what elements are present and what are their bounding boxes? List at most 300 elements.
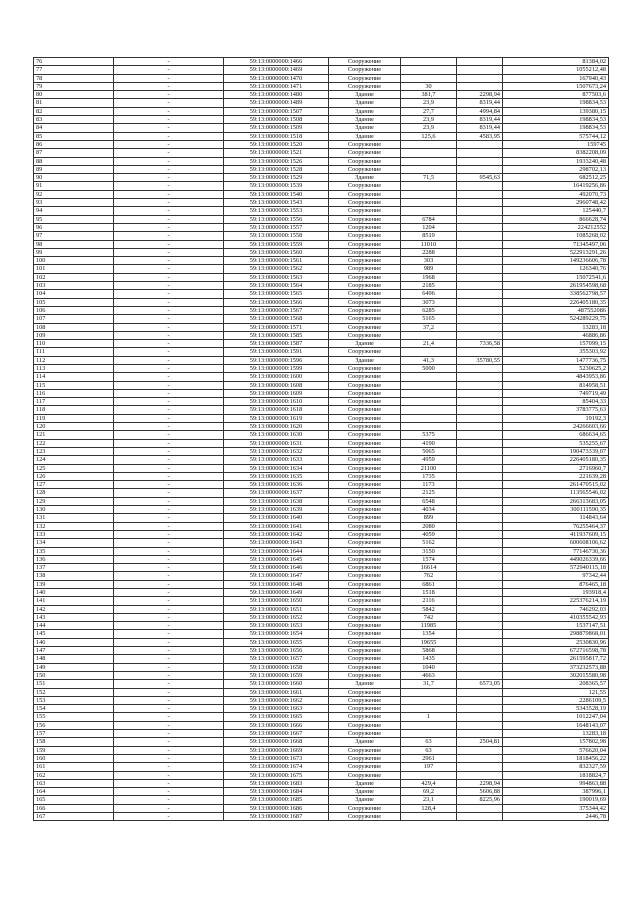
row-number-cell: 112 (34, 356, 114, 364)
object-type-cell: Сооружение (329, 506, 401, 514)
cadastral-value-cell: 575744,12 (503, 132, 609, 140)
object-area-cell (401, 381, 457, 389)
object-type-cell: Здание (329, 680, 401, 688)
object-area-cell: 2125 (401, 489, 457, 497)
row-dash-cell: - (114, 547, 224, 555)
unit-price-cell (457, 331, 503, 339)
row-dash-cell: - (114, 813, 224, 821)
cadastral-value-cell: 190019,69 (503, 796, 609, 804)
unit-price-cell (457, 298, 503, 306)
cadastral-number-cell: 59:13:0000000:1673 (224, 754, 329, 762)
table-row (34, 190, 609, 198)
row-dash-cell: - (114, 240, 224, 248)
unit-price-cell (457, 182, 503, 190)
cadastral-number-cell: 59:13:0000000:1660 (224, 680, 329, 688)
unit-price-cell (457, 506, 503, 514)
row-number-cell: 134 (34, 539, 114, 547)
object-type-cell: Сооружение (329, 66, 401, 74)
unit-price-cell (457, 58, 503, 66)
table-row (34, 91, 609, 99)
unit-price-cell (457, 481, 503, 489)
row-dash-cell: - (114, 746, 224, 754)
row-number-cell: 108 (34, 323, 114, 331)
table-row (34, 232, 609, 240)
row-dash-cell: - (114, 796, 224, 804)
row-dash-cell: - (114, 671, 224, 679)
table-row (34, 290, 609, 298)
table-row (34, 199, 609, 207)
row-dash-cell: - (114, 265, 224, 273)
object-type-cell: Сооружение (329, 522, 401, 530)
table-row (34, 298, 609, 306)
table-row (34, 472, 609, 480)
cadastral-number-cell: 59:13:0000000:1684 (224, 788, 329, 796)
unit-price-cell (457, 215, 503, 223)
unit-price-cell: 8319,44 (457, 116, 503, 124)
row-number-cell: 79 (34, 82, 114, 90)
cadastral-number-cell: 59:13:0000000:1667 (224, 730, 329, 738)
object-area-cell: 899 (401, 514, 457, 522)
row-dash-cell: - (114, 290, 224, 298)
row-number-cell: 119 (34, 414, 114, 422)
cadastral-value-cell: 866628,74 (503, 215, 609, 223)
unit-price-cell (457, 66, 503, 74)
object-area-cell (401, 705, 457, 713)
cadastral-value-cell: 2716960,7 (503, 464, 609, 472)
row-dash-cell: - (114, 66, 224, 74)
row-number-cell: 156 (34, 721, 114, 729)
object-type-cell: Здание (329, 107, 401, 115)
object-area-cell: 5000 (401, 364, 457, 372)
cadastral-number-cell: 59:13:0000000:1521 (224, 149, 329, 157)
cadastral-value-cell: 76255464,37 (503, 522, 609, 530)
object-type-cell: Сооружение (329, 489, 401, 497)
cadastral-number-cell: 59:13:0000000:1560 (224, 248, 329, 256)
table-row (34, 597, 609, 605)
cadastral-value-cell: 4843953,86 (503, 373, 609, 381)
object-type-cell: Сооружение (329, 223, 401, 231)
unit-price-cell (457, 754, 503, 762)
row-dash-cell: - (114, 530, 224, 538)
object-area-cell: 762 (401, 572, 457, 580)
unit-price-cell (457, 572, 503, 580)
cadastral-value-cell: 682512,25 (503, 174, 609, 182)
row-dash-cell: - (114, 331, 224, 339)
cadastral-number-cell: 59:13:0000000:1653 (224, 622, 329, 630)
cadastral-value-cell: 355303,92 (503, 348, 609, 356)
table-row (34, 796, 609, 804)
cadastral-number-cell: 59:13:0000000:1647 (224, 572, 329, 580)
table-row (34, 398, 609, 406)
object-type-cell: Сооружение (329, 290, 401, 298)
object-type-cell: Сооружение (329, 439, 401, 447)
cadastral-value-cell: 125440,7 (503, 207, 609, 215)
cadastral-number-cell: 59:13:0000000:1507 (224, 107, 329, 115)
row-number-cell: 154 (34, 705, 114, 713)
cadastral-number-cell: 59:13:0000000:1609 (224, 389, 329, 397)
cadastral-number-cell: 59:13:0000000:1649 (224, 589, 329, 597)
cadastral-number-cell: 59:13:0000000:1632 (224, 447, 329, 455)
row-dash-cell: - (114, 738, 224, 746)
table-row (34, 99, 609, 107)
table-row (34, 165, 609, 173)
table-row (34, 688, 609, 696)
object-type-cell: Сооружение (329, 721, 401, 729)
unit-price-cell: 9545,63 (457, 174, 503, 182)
cadastral-number-cell: 59:13:0000000:1518 (224, 132, 329, 140)
unit-price-cell (457, 663, 503, 671)
row-number-cell: 98 (34, 240, 114, 248)
cadastral-number-cell: 59:13:0000000:1553 (224, 207, 329, 215)
table-row (34, 763, 609, 771)
cadastral-number-cell: 59:13:0000000:1661 (224, 688, 329, 696)
object-area-cell: 4959 (401, 456, 457, 464)
cadastral-value-cell: 126340,76 (503, 265, 609, 273)
object-area-cell: 21,4 (401, 340, 457, 348)
object-area-cell: 1735 (401, 472, 457, 480)
cadastral-number-cell: 59:13:0000000:1540 (224, 190, 329, 198)
object-area-cell: 6285 (401, 306, 457, 314)
cadastral-value-cell: 19192,3 (503, 414, 609, 422)
cadastral-number-cell: 59:13:0000000:1665 (224, 713, 329, 721)
unit-price-cell (457, 472, 503, 480)
object-area-cell: 23,1 (401, 796, 457, 804)
unit-price-cell: 7336,58 (457, 340, 503, 348)
row-number-cell: 138 (34, 572, 114, 580)
unit-price-cell (457, 389, 503, 397)
cadastral-value-cell: 672716598,78 (503, 647, 609, 655)
row-dash-cell: - (114, 613, 224, 621)
cadastral-number-cell: 59:13:0000000:1543 (224, 199, 329, 207)
row-dash-cell: - (114, 207, 224, 215)
object-area-cell (401, 165, 457, 173)
row-dash-cell: - (114, 472, 224, 480)
unit-price-cell (457, 199, 503, 207)
row-number-cell: 157 (34, 730, 114, 738)
row-dash-cell: - (114, 124, 224, 132)
object-type-cell: Здание (329, 99, 401, 107)
unit-price-cell (457, 804, 503, 812)
object-type-cell: Здание (329, 340, 401, 348)
cadastral-value-cell: 814958,51 (503, 381, 609, 389)
cadastral-value-cell: 1012247,04 (503, 713, 609, 721)
object-type-cell: Сооружение (329, 456, 401, 464)
table-row (34, 74, 609, 82)
table-row (34, 157, 609, 165)
table-row (34, 315, 609, 323)
cadastral-number-cell: 59:13:0000000:1636 (224, 481, 329, 489)
row-dash-cell: - (114, 364, 224, 372)
unit-price-cell (457, 696, 503, 704)
row-number-cell: 97 (34, 232, 114, 240)
row-number-cell: 132 (34, 522, 114, 530)
row-dash-cell: - (114, 157, 224, 165)
cadastral-number-cell: 59:13:0000000:1668 (224, 738, 329, 746)
unit-price-cell (457, 364, 503, 372)
cadastral-value-cell: 208365,57 (503, 680, 609, 688)
row-dash-cell: - (114, 489, 224, 497)
row-dash-cell: - (114, 788, 224, 796)
cadastral-number-cell: 59:13:0000000:1520 (224, 140, 329, 148)
table-row (34, 107, 609, 115)
unit-price-cell (457, 447, 503, 455)
table-row (34, 547, 609, 555)
row-number-cell: 155 (34, 713, 114, 721)
cadastral-number-cell: 59:13:0000000:1655 (224, 638, 329, 646)
row-number-cell: 94 (34, 207, 114, 215)
object-type-cell: Сооружение (329, 746, 401, 754)
unit-price-cell (457, 464, 503, 472)
table-row (34, 140, 609, 148)
row-dash-cell: - (114, 248, 224, 256)
object-type-cell: Сооружение (329, 315, 401, 323)
row-number-cell: 85 (34, 132, 114, 140)
row-number-cell: 87 (34, 149, 114, 157)
unit-price-cell: 8319,44 (457, 124, 503, 132)
row-number-cell: 131 (34, 514, 114, 522)
object-area-cell: 6861 (401, 580, 457, 588)
unit-price-cell (457, 456, 503, 464)
object-area-cell: 5165 (401, 315, 457, 323)
row-dash-cell: - (114, 116, 224, 124)
row-dash-cell: - (114, 306, 224, 314)
table-row (34, 771, 609, 779)
row-dash-cell: - (114, 149, 224, 157)
table-row (34, 257, 609, 265)
table-row (34, 497, 609, 505)
object-area-cell: 125,6 (401, 132, 457, 140)
object-type-cell: Сооружение (329, 539, 401, 547)
row-dash-cell: - (114, 91, 224, 99)
cadastral-value-cell: 15072541,6 (503, 273, 609, 281)
cadastral-number-cell: 59:13:0000000:1591 (224, 348, 329, 356)
row-number-cell: 103 (34, 282, 114, 290)
table-row (34, 788, 609, 796)
object-area-cell: 19655 (401, 638, 457, 646)
object-type-cell: Сооружение (329, 373, 401, 381)
table-row (34, 447, 609, 455)
cadastral-number-cell: 59:13:0000000:1556 (224, 215, 329, 223)
table-row (34, 464, 609, 472)
cadastral-value-cell: 8382208,09 (503, 149, 609, 157)
table-row (34, 58, 609, 66)
row-dash-cell: - (114, 464, 224, 472)
row-number-cell: 113 (34, 364, 114, 372)
unit-price-cell (457, 580, 503, 588)
object-type-cell: Сооружение (329, 414, 401, 422)
row-dash-cell: - (114, 199, 224, 207)
row-number-cell: 143 (34, 613, 114, 621)
cadastral-number-cell: 59:13:0000000:1610 (224, 398, 329, 406)
object-type-cell: Сооружение (329, 754, 401, 762)
cadastral-number-cell: 59:13:0000000:1619 (224, 414, 329, 422)
cadastral-value-cell: 2530830,96 (503, 638, 609, 646)
object-area-cell: 30 (401, 82, 457, 90)
cadastral-value-cell: 387996,1 (503, 788, 609, 796)
cadastral-value-cell: 300111590,35 (503, 506, 609, 514)
table-row (34, 713, 609, 721)
row-number-cell: 88 (34, 157, 114, 165)
object-type-cell: Сооружение (329, 199, 401, 207)
row-number-cell: 121 (34, 431, 114, 439)
unit-price-cell: 8319,44 (457, 99, 503, 107)
row-dash-cell: - (114, 132, 224, 140)
row-number-cell: 149 (34, 663, 114, 671)
cadastral-value-cell: 1818456,22 (503, 754, 609, 762)
object-area-cell: 2185 (401, 282, 457, 290)
table-row (34, 356, 609, 364)
object-area-cell: 8519 (401, 232, 457, 240)
row-number-cell: 167 (34, 813, 114, 821)
cadastral-number-cell: 59:13:0000000:1642 (224, 530, 329, 538)
cadastral-value-cell: 686634,65 (503, 431, 609, 439)
row-dash-cell: - (114, 705, 224, 713)
object-type-cell: Сооружение (329, 771, 401, 779)
object-type-cell: Сооружение (329, 149, 401, 157)
table-row (34, 506, 609, 514)
row-number-cell: 150 (34, 671, 114, 679)
cadastral-value-cell: 24266603,66 (503, 423, 609, 431)
object-area-cell: 197 (401, 763, 457, 771)
cadastral-value-cell: 193918,4 (503, 589, 609, 597)
row-number-cell: 120 (34, 423, 114, 431)
row-number-cell: 114 (34, 373, 114, 381)
cadastral-value-cell: 1933240,48 (503, 157, 609, 165)
unit-price-cell: 4994,84 (457, 107, 503, 115)
object-type-cell: Сооружение (329, 647, 401, 655)
cadastral-number-cell: 59:13:0000000:1644 (224, 547, 329, 555)
object-type-cell: Сооружение (329, 140, 401, 148)
registry-table (33, 57, 609, 821)
cadastral-value-cell: 198834,53 (503, 99, 609, 107)
object-type-cell: Сооружение (329, 232, 401, 240)
row-dash-cell: - (114, 373, 224, 381)
object-type-cell: Сооружение (329, 730, 401, 738)
cadastral-value-cell: 524289229,75 (503, 315, 609, 323)
unit-price-cell (457, 240, 503, 248)
object-area-cell: 1518 (401, 589, 457, 597)
object-area-cell: 16614 (401, 564, 457, 572)
unit-price-cell (457, 406, 503, 414)
row-number-cell: 99 (34, 248, 114, 256)
row-number-cell: 151 (34, 680, 114, 688)
table-row (34, 348, 609, 356)
object-area-cell: 5868 (401, 647, 457, 655)
object-type-cell: Сооружение (329, 813, 401, 821)
cadastral-number-cell: 59:13:0000000:1656 (224, 647, 329, 655)
object-area-cell: 21100 (401, 464, 457, 472)
cadastral-number-cell: 59:13:0000000:1568 (224, 315, 329, 323)
table-row (34, 306, 609, 314)
object-type-cell: Сооружение (329, 688, 401, 696)
unit-price-cell (457, 589, 503, 597)
row-number-cell: 137 (34, 564, 114, 572)
object-type-cell: Сооружение (329, 182, 401, 190)
row-dash-cell: - (114, 381, 224, 389)
row-dash-cell: - (114, 447, 224, 455)
cadastral-value-cell: 3783775,63 (503, 406, 609, 414)
object-area-cell: 63 (401, 746, 457, 754)
object-type-cell: Сооружение (329, 630, 401, 638)
object-area-cell (401, 157, 457, 165)
object-area-cell: 5842 (401, 605, 457, 613)
object-area-cell: 31,7 (401, 680, 457, 688)
object-area-cell: 4663 (401, 671, 457, 679)
object-type-cell: Сооружение (329, 207, 401, 215)
object-area-cell (401, 190, 457, 198)
row-number-cell: 101 (34, 265, 114, 273)
row-number-cell: 158 (34, 738, 114, 746)
row-number-cell: 133 (34, 530, 114, 538)
table-row (34, 564, 609, 572)
row-number-cell: 166 (34, 804, 114, 812)
object-area-cell (401, 688, 457, 696)
object-type-cell: Сооружение (329, 613, 401, 621)
object-type-cell: Сооружение (329, 74, 401, 82)
cadastral-value-cell: 1507673,24 (503, 82, 609, 90)
unit-price-cell (457, 323, 503, 331)
object-area-cell: 1 (401, 713, 457, 721)
object-type-cell: Сооружение (329, 58, 401, 66)
cadastral-value-cell: 877503,6 (503, 91, 609, 99)
object-area-cell: 2961 (401, 754, 457, 762)
row-dash-cell: - (114, 638, 224, 646)
cadastral-number-cell: 59:13:0000000:1618 (224, 406, 329, 414)
row-number-cell: 77 (34, 66, 114, 74)
row-dash-cell: - (114, 406, 224, 414)
cadastral-value-cell: 221639,28 (503, 472, 609, 480)
cadastral-value-cell: 224212552 (503, 223, 609, 231)
row-number-cell: 127 (34, 481, 114, 489)
object-type-cell: Сооружение (329, 190, 401, 198)
cadastral-value-cell: 2286109,5 (503, 696, 609, 704)
object-area-cell (401, 813, 457, 821)
row-number-cell: 91 (34, 182, 114, 190)
table-row (34, 207, 609, 215)
unit-price-cell (457, 315, 503, 323)
row-dash-cell: - (114, 140, 224, 148)
table-row (34, 721, 609, 729)
object-type-cell: Сооружение (329, 331, 401, 339)
cadastral-value-cell: 876465,18 (503, 580, 609, 588)
row-dash-cell: - (114, 771, 224, 779)
row-number-cell: 82 (34, 107, 114, 115)
unit-price-cell (457, 547, 503, 555)
unit-price-cell (457, 630, 503, 638)
cadastral-number-cell: 59:13:0000000:1630 (224, 431, 329, 439)
object-area-cell: 5375 (401, 431, 457, 439)
object-area-cell: 303 (401, 257, 457, 265)
table-row (34, 174, 609, 182)
row-dash-cell: - (114, 713, 224, 721)
table-row (34, 813, 609, 821)
row-number-cell: 117 (34, 398, 114, 406)
object-area-cell (401, 74, 457, 82)
cadastral-value-cell: 121,55 (503, 688, 609, 696)
row-number-cell: 86 (34, 140, 114, 148)
cadastral-number-cell: 59:13:0000000:1469 (224, 66, 329, 74)
object-area-cell (401, 207, 457, 215)
row-dash-cell: - (114, 182, 224, 190)
object-type-cell: Сооружение (329, 240, 401, 248)
table-row (34, 696, 609, 704)
unit-price-cell (457, 605, 503, 613)
row-number-cell: 84 (34, 124, 114, 132)
table-row (34, 589, 609, 597)
object-type-cell: Сооружение (329, 622, 401, 630)
cadastral-value-cell: 159745 (503, 140, 609, 148)
table-row (34, 149, 609, 157)
